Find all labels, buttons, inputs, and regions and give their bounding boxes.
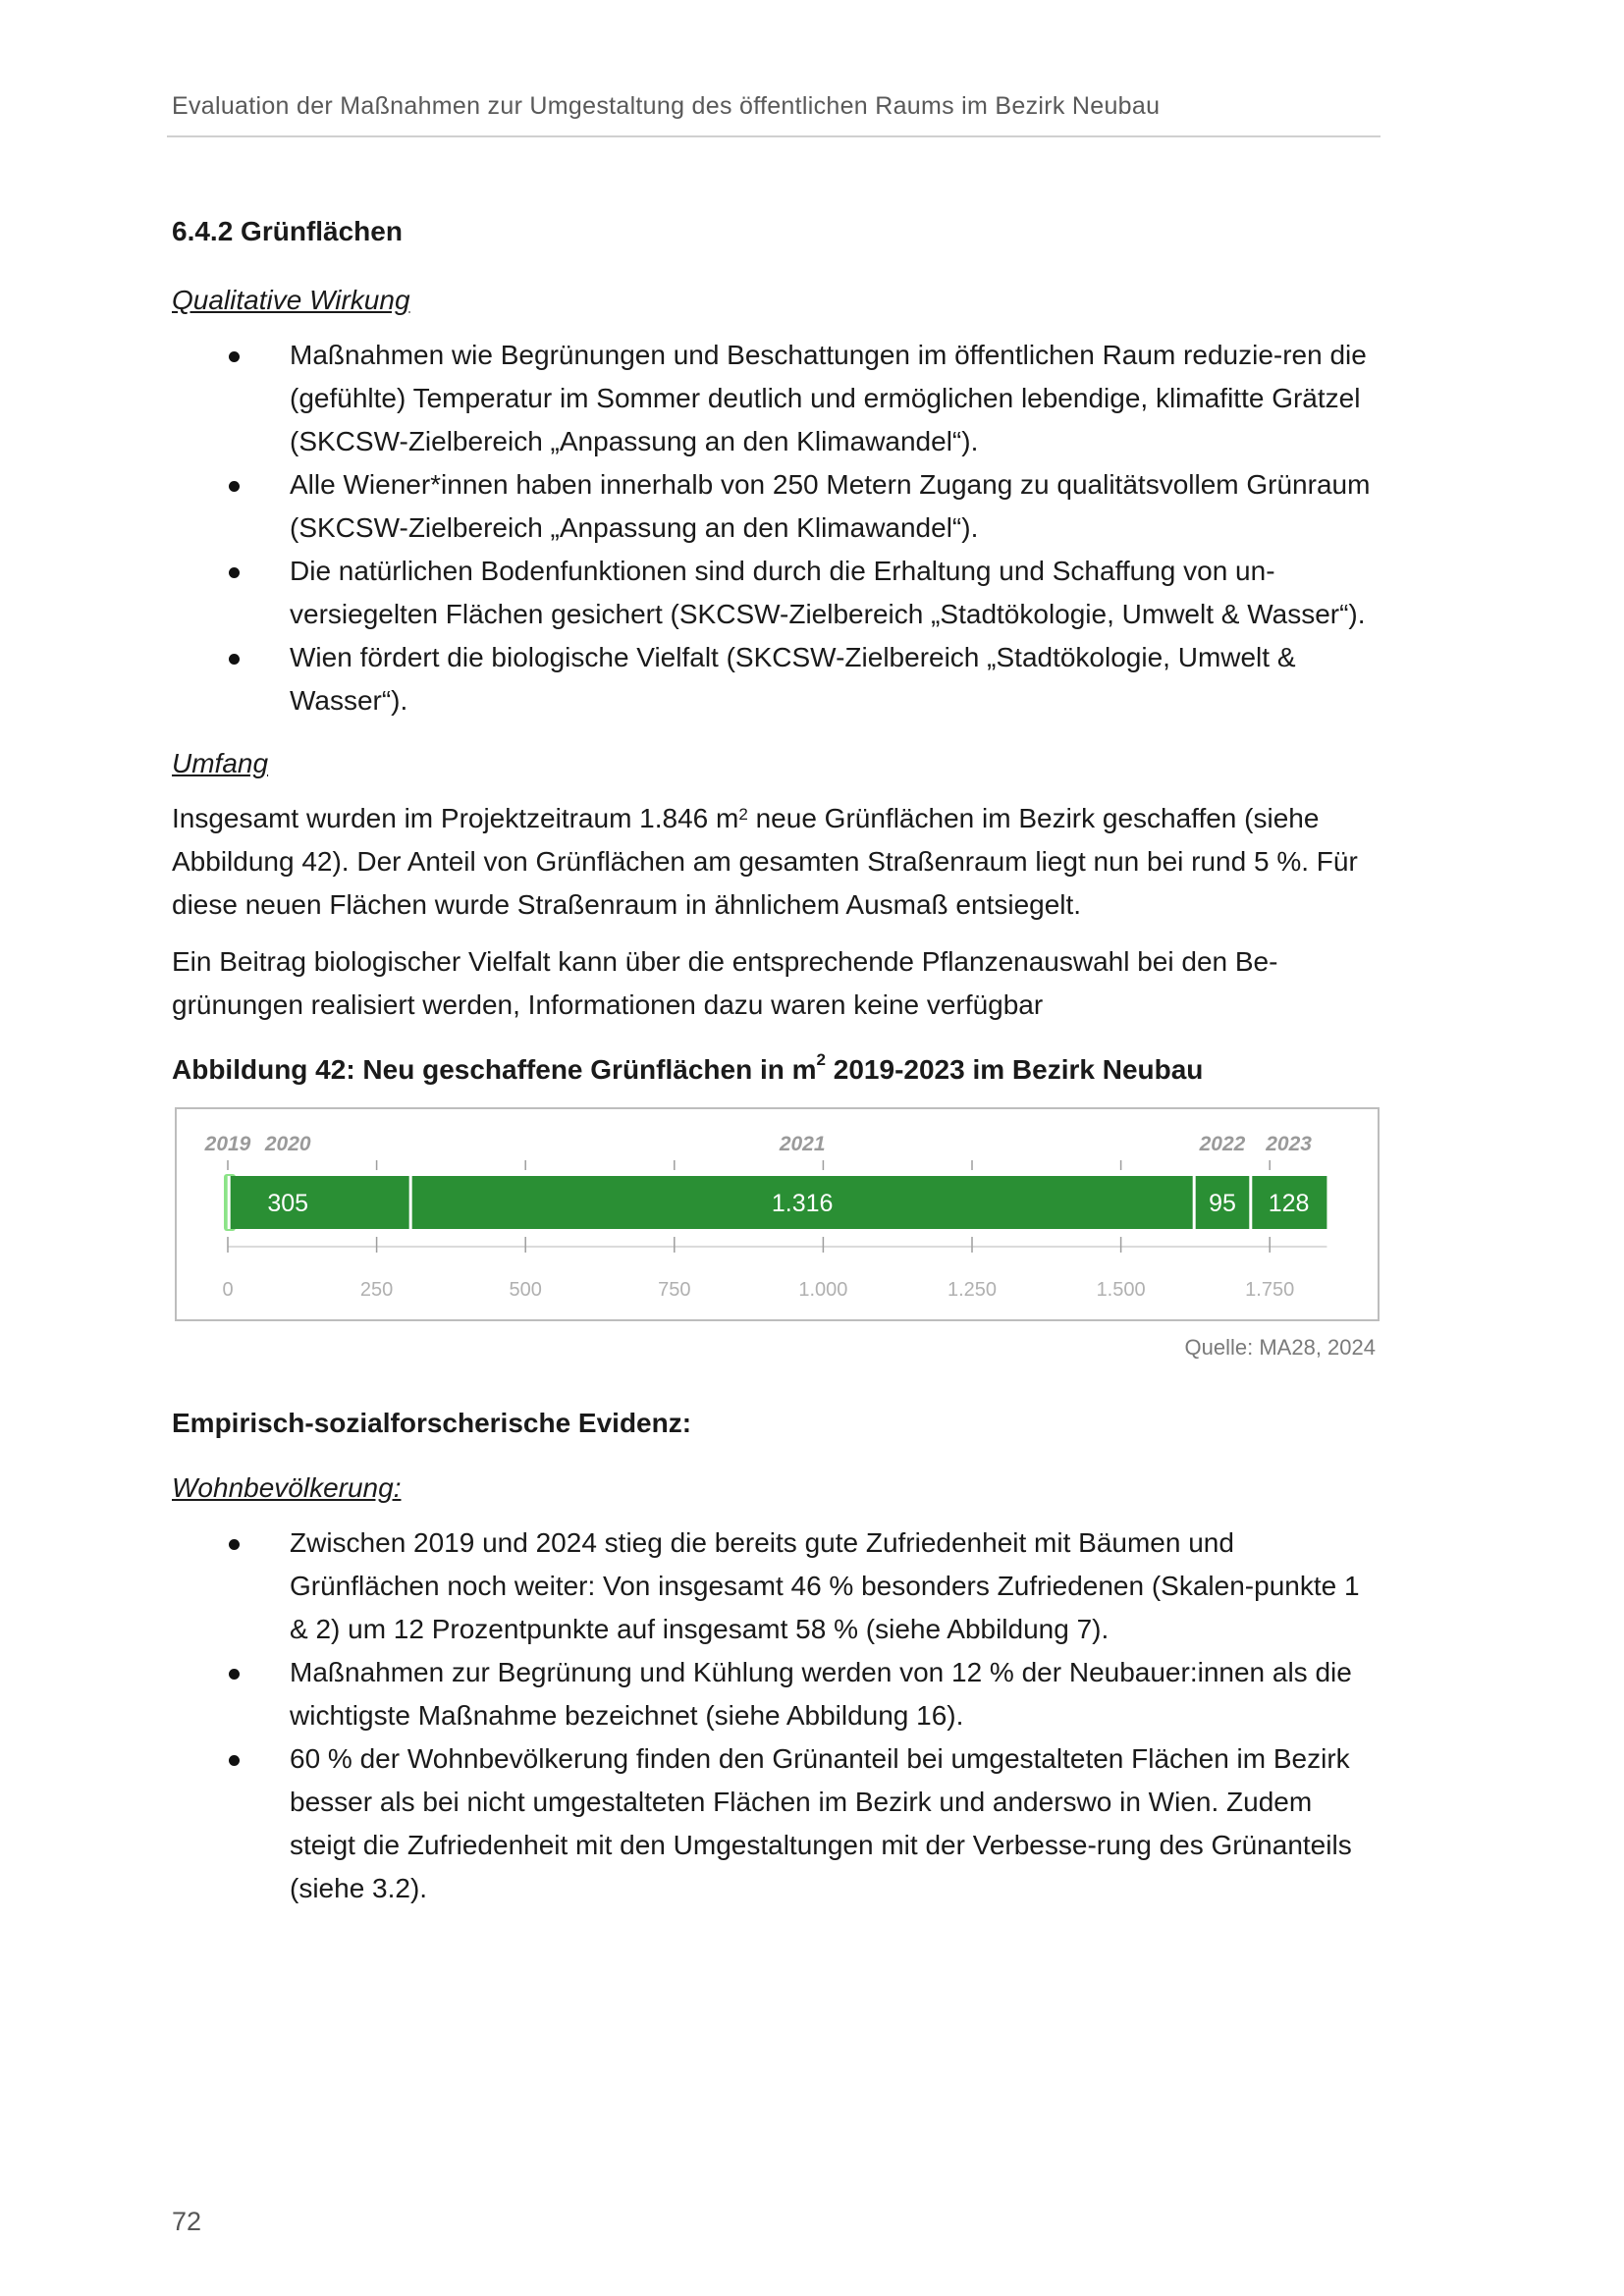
bar-value-label: 128 bbox=[1268, 1190, 1310, 1217]
umfang-paragraph-1: Insgesamt wurden im Projektzeitraum 1.846 $m^2$ neue Grünflächen im Bezirk geschaffen (siehe Abbildung 42). Der Anteil von Grünflächen am gesamten Straßenraum liegt nun bei rund 5 %. Für diese neuen Flächen wurde Straßenraum in ähnlichem Ausmaß entsiegelt. bbox=[172, 803, 1358, 920]
page-content bbox=[172, 216, 1380, 1936]
category-label: 2023 bbox=[1266, 1133, 1312, 1155]
category-label: 2021 bbox=[779, 1133, 826, 1155]
list-item: Wien fördert die biologische Vielfalt (SKCSW-Zielbereich „Stadtökologie, Umwelt & Wasser“). bbox=[172, 636, 1380, 722]
bullet-icon bbox=[229, 567, 240, 578]
list-item: Die natürlichen Bodenfunktionen sind durch die Erhaltung und Schaffung von un-versiegelten Flächen gesichert (SKCSW-Zielbereich „Stadtökologie, Umwelt & Wasser“). bbox=[172, 550, 1380, 636]
x-tick-label: 1.500 bbox=[1096, 1279, 1146, 1301]
qualitative-list bbox=[172, 334, 1380, 722]
x-tick-label: 500 bbox=[509, 1279, 542, 1301]
list-item: Maßnahmen wie Begrünungen und Beschattungen im öffentlichen Raum reduzie-ren die (gefühlte) Temperatur im Sommer deutlich und ermöglichen lebendige, klimafitte Grätzel (SKCSW-Zielbereich „Anpassung an den Klimawandel“). bbox=[172, 334, 1380, 463]
category-label: 2022 bbox=[1199, 1133, 1246, 1155]
x-tick-label: 1.000 bbox=[798, 1279, 848, 1301]
bullet-icon bbox=[229, 351, 240, 362]
list-item: 60 % der Wohnbevölkerung finden den Grünanteil bei umgestalteten Flächen im Bezirk besser als bei nicht umgestalteten Flächen im Bezirk und anderswo in Wien. Zudem steigt die Zufriedenheit mit den Umgestaltungen mit der Verbesse-rung des Grünanteils (siehe 3.2). bbox=[172, 1737, 1380, 1910]
bullet-icon bbox=[229, 654, 240, 665]
list-item: Maßnahmen zur Begrünung und Kühlung werden von 12 % der Neubauer:innen als die wichtigste Maßnahme bezeichnet (siehe Abbildung 16). bbox=[172, 1651, 1380, 1737]
qualitative-label: Qualitative Wirkung bbox=[172, 285, 410, 315]
bar-2020 bbox=[229, 1176, 410, 1229]
x-tick-label: 250 bbox=[359, 1279, 394, 1301]
list-item: Zwischen 2019 und 2024 stieg die bereits gute Zufriedenheit mit Bäumen und Grünflächen noch weiter: Von insgesamt 46 % besonders Zufriedenen (Skalen-punkte 1 & 2) um 12 Prozentpunkte auf insgesamt 58 % (siehe Abbildung 7). bbox=[172, 1522, 1380, 1651]
x-tick-label: 1.750 bbox=[1245, 1279, 1295, 1301]
stacked-bar-chart bbox=[177, 1109, 1378, 1319]
x-tick-label: 1.250 bbox=[947, 1279, 998, 1301]
wohnbevoelkerung-label: Wohnbevölkerung: bbox=[172, 1472, 402, 1503]
evidence-heading: Empirisch-sozialforscherische Evidenz: bbox=[172, 1408, 692, 1438]
bar-value-label: 1.316 bbox=[771, 1190, 834, 1217]
page-number: 72 bbox=[172, 2207, 202, 2236]
figure-caption: Abbildung 42: Neu geschaffene Grünflächen in $m^2$ 2019-2023 im Bezirk Neubau bbox=[172, 1050, 1204, 1085]
evidence-list bbox=[172, 1522, 1380, 1910]
bar-value-label: 95 bbox=[1209, 1190, 1236, 1217]
bullet-icon bbox=[229, 1539, 240, 1550]
bar-value-label: 305 bbox=[267, 1190, 309, 1217]
umfang-paragraph-2: Ein Beitrag biologischer Vielfalt kann über die entsprechende Pflanzenauswahl bei den Be-grünungen realisiert werden, Informationen dazu waren keine verfügbar bbox=[172, 946, 1278, 1020]
header-divider bbox=[167, 135, 1380, 137]
chart-frame bbox=[175, 1107, 1380, 1321]
running-header: Evaluation der Maßnahmen zur Umgestaltung des öffentlichen Raums im Bezirk Neubau bbox=[172, 92, 1161, 120]
figure-source: Quelle: MA28, 2024 bbox=[1184, 1335, 1376, 1360]
category-label: 2019 bbox=[204, 1133, 251, 1155]
bullet-icon bbox=[229, 481, 240, 492]
bullet-icon bbox=[229, 1669, 240, 1680]
section-heading: 6.4.2 Grünflächen bbox=[172, 216, 403, 246]
bullet-icon bbox=[229, 1755, 240, 1766]
x-tick-label: 750 bbox=[658, 1279, 691, 1301]
x-tick-label: 0 bbox=[222, 1279, 234, 1301]
list-item: Alle Wiener*innen haben innerhalb von 250 Metern Zugang zu qualitätsvollem Grünraum (SKCSW-Zielbereich „Anpassung an den Klimawandel“). bbox=[172, 463, 1380, 550]
umfang-label: Umfang bbox=[172, 748, 269, 778]
category-label: 2020 bbox=[264, 1133, 311, 1155]
